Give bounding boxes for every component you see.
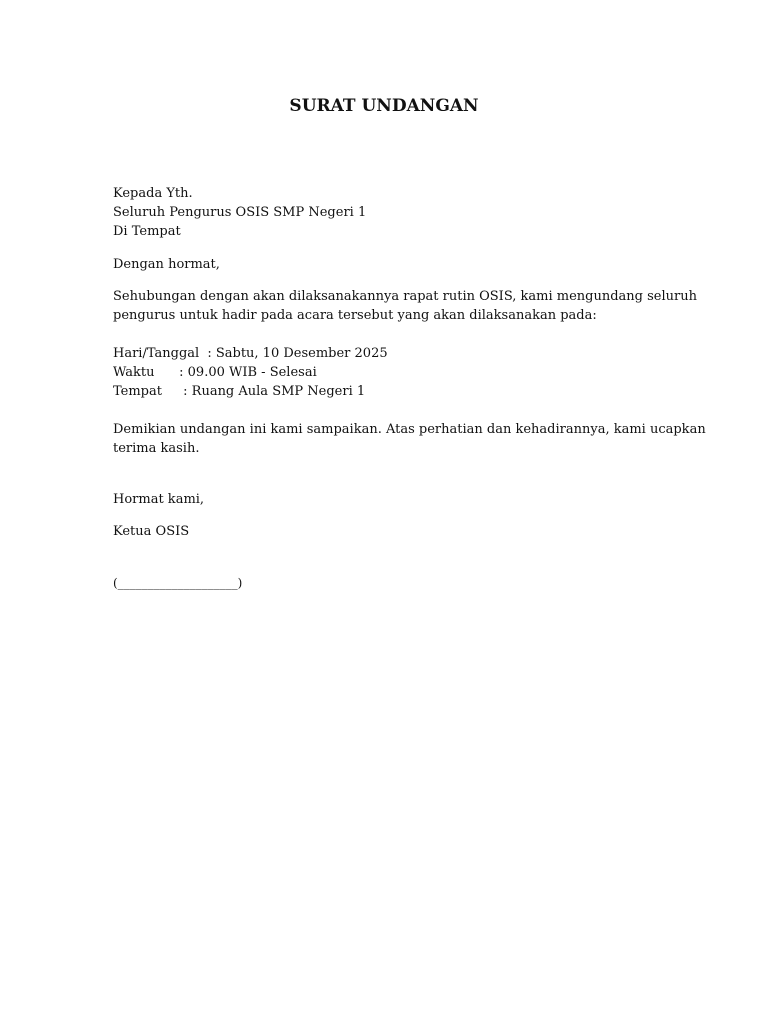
recipient-line-1: Kepada Yth.	[113, 186, 193, 201]
closing-line-2: terima kasih.	[113, 441, 200, 456]
closing-line-1: Demikian undangan ini kami sampaikan. Atas perhatian dan kehadirannya, kami ucapkan	[113, 422, 706, 437]
recipient-line-3: Di Tempat	[113, 224, 181, 239]
detail-place	[113, 382, 365, 401]
signer-role: Ketua OSIS	[113, 524, 190, 539]
detail-place-label: Tempat	[113, 384, 162, 399]
detail-place-value: : Ruang Aula SMP Negeri 1	[183, 384, 366, 399]
recipient-line-2: Seluruh Pengurus OSIS SMP Negeri 1	[113, 205, 367, 220]
sign-off: Hormat kami,	[113, 492, 205, 507]
detail-time-label: Waktu	[113, 365, 155, 380]
detail-date-value: : Sabtu, 10 Desember 2025	[207, 346, 388, 361]
intro-line-2: pengurus untuk hadir pada acara tersebut yang akan dilaksanakan pada:	[113, 308, 597, 323]
detail-time-value: : 09.00 WIB - Selesai	[179, 365, 317, 380]
intro-line-1: Sehubungan dengan akan dilaksanakannya rapat rutin OSIS, kami mengundang seluruh	[113, 289, 697, 304]
letter-title: SURAT UNDANGAN	[289, 96, 479, 116]
detail-time	[113, 363, 317, 382]
greeting: Dengan hormat,	[113, 257, 220, 272]
detail-date-label: Hari/Tanggal	[113, 346, 200, 361]
detail-date	[113, 344, 388, 363]
signature-blank: (____________________)	[113, 576, 243, 590]
